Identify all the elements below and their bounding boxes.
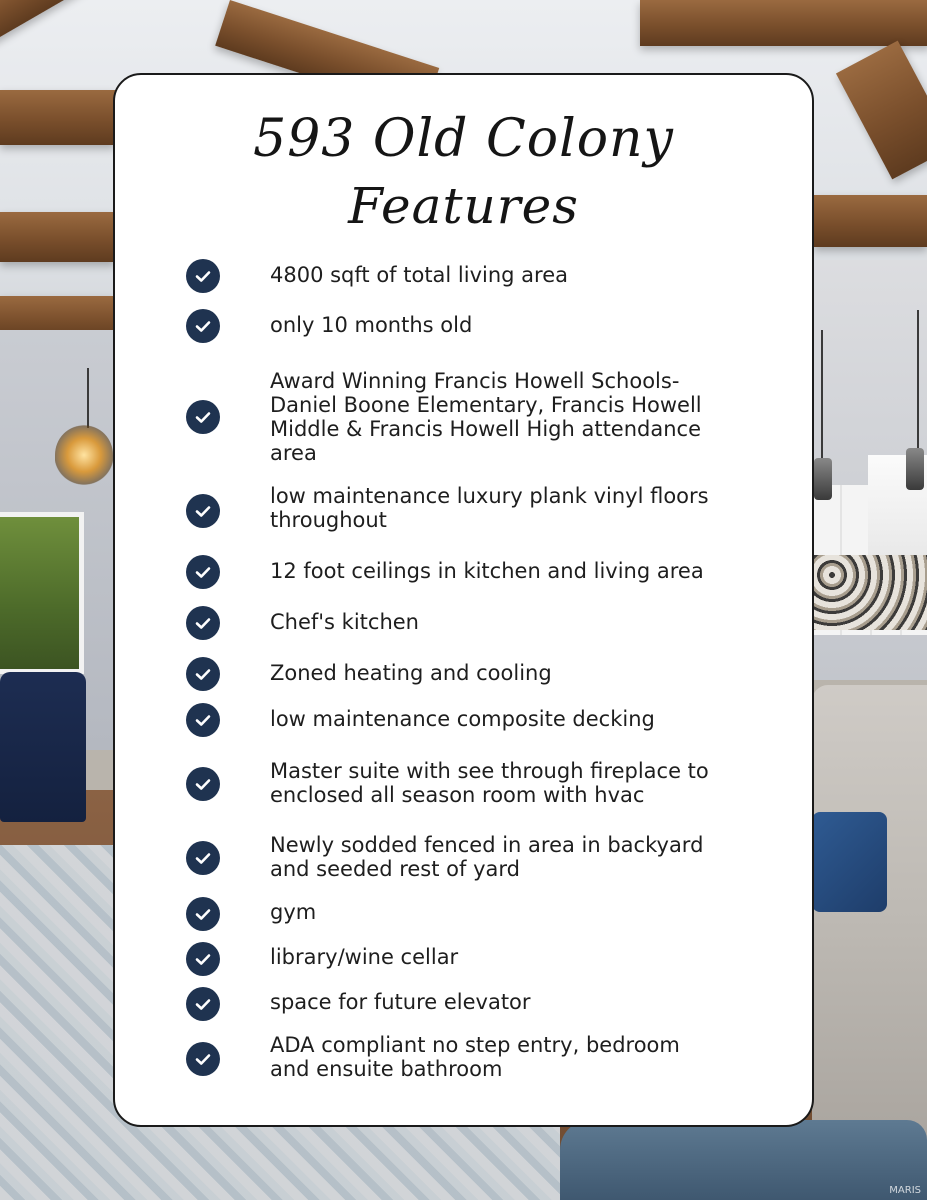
ceiling-beam	[0, 90, 115, 145]
feature-text: 4800 sqft of total living area	[270, 263, 569, 287]
feature-text: Master suite with see through fireplace to enclosed all season room with hvac	[270, 759, 709, 807]
pendant-light	[906, 448, 924, 490]
feature-text: Zoned heating and cooling	[270, 661, 552, 685]
check-circle-icon	[186, 767, 220, 801]
chandelier-cord	[87, 368, 89, 428]
watermark: MARIS	[889, 1185, 921, 1196]
check-circle-icon	[186, 309, 220, 343]
feature-text: ADA compliant no step entry, bedroom and ensuite bathroom	[270, 1033, 680, 1081]
check-circle-icon	[186, 400, 220, 434]
check-circle-icon	[186, 259, 220, 293]
pendant-light	[814, 458, 832, 500]
check-circle-icon	[186, 942, 220, 976]
check-circle-icon	[186, 987, 220, 1021]
pendant-cord	[821, 330, 823, 460]
feature-text: Chef's kitchen	[270, 610, 419, 634]
ceiling-beam	[814, 195, 927, 247]
check-circle-icon	[186, 606, 220, 640]
title-address: 593 Old Colony	[253, 109, 674, 169]
features-card	[113, 73, 814, 1127]
feature-text: gym	[270, 900, 317, 924]
title-features: Features	[348, 177, 579, 235]
feature-text: Newly sodded fenced in area in backyard and seeded rest of yard	[270, 833, 704, 881]
backsplash-tile	[812, 555, 927, 630]
blanket	[560, 1120, 927, 1200]
ceiling-beam	[0, 212, 115, 262]
pendant-cord	[917, 310, 919, 450]
feature-text: 12 foot ceilings in kitchen and living area	[270, 559, 704, 583]
window	[0, 512, 84, 674]
feature-text: low maintenance luxury plank vinyl floors throughout	[270, 484, 709, 532]
ceiling-beam	[640, 0, 927, 46]
check-circle-icon	[186, 494, 220, 528]
feature-text: library/wine cellar	[270, 945, 459, 969]
check-circle-icon	[186, 657, 220, 691]
feature-text: space for future elevator	[270, 990, 531, 1014]
chandelier	[55, 425, 113, 485]
check-circle-icon	[186, 703, 220, 737]
check-circle-icon	[186, 555, 220, 589]
check-circle-icon	[186, 1042, 220, 1076]
feature-text: only 10 months old	[270, 313, 473, 337]
pillow	[812, 812, 887, 912]
feature-text: Award Winning Francis Howell Schools- Daniel Boone Elementary, Francis Howell Middle & Francis Howell High attendance area	[270, 369, 702, 465]
check-circle-icon	[186, 841, 220, 875]
check-circle-icon	[186, 897, 220, 931]
armchair	[0, 672, 86, 822]
feature-text: low maintenance composite decking	[270, 707, 655, 731]
sofa	[812, 685, 927, 1155]
